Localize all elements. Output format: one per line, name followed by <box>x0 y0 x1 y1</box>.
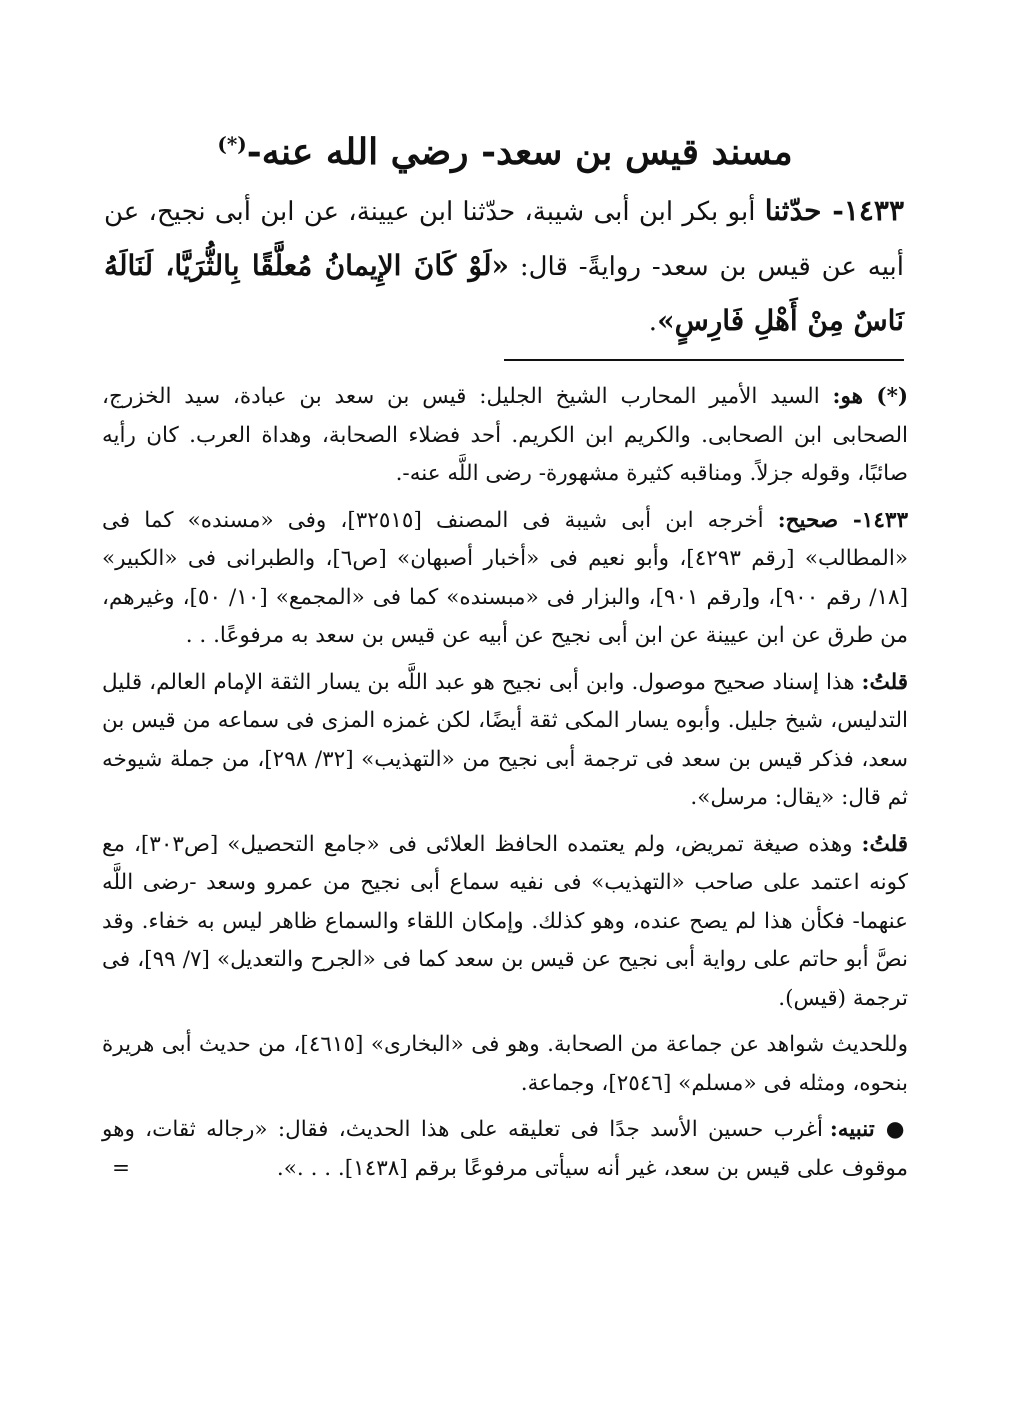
footnote-tanbih-text: أغرب حسين الأسد جدًا فى تعليقه على هذا الحديث، فقال: «رجاله ثقات، وهو موقوف على قيس بن سعد، غير أنه سيأتى مرفوعًا برقم [١٤٣٨]. . . .». <box>102 1117 908 1181</box>
footnote-qultu-1-text: هذا إسناد صحيح موصول. وابن أبى نجيح هو عبد اللَّه بن يسار الثقة الإمام العالم، قليل التدليس، شيخ جليل. وأبوه يسار المكى ثقة أيضًا، لكن غمزه المزى فى سماعه من قيس بن سعد، فذكر قيس بن سعد فى ترجمة أبى نجيح من «التهذيب» [٣٢/ ٢٩٨]، من جملة شيوخه ثم قال: «يقال: مرسل». <box>102 669 908 810</box>
footnote-qultu-1-lead: قلتُ: <box>861 669 908 695</box>
title-footnote-marker: (*) <box>217 132 247 156</box>
hadith-number: ١٤٣٣- حدّثنا <box>764 194 904 227</box>
footnote-tanbih <box>102 1111 908 1188</box>
footnote-tanbih-lead: ● تنبيه: <box>829 1117 909 1142</box>
continuation-mark: = <box>112 1155 131 1181</box>
footnote-qultu-1 <box>102 664 908 818</box>
footnote-shawahid-text: وللحديث شواهد عن جماعة من الصحابة. وهو فى «البخارى» [٤٦١٥]، من حديث أبى هريرة بنحوه، ومثله فى «مسلم» [٢٥٤٦]، وجماعة. <box>102 1032 908 1096</box>
footnote-qultu-2-text: وهذه صيغة تمريض، ولم يعتمده الحافظ العلائى فى «جامع التحصيل» [ص٣٠٣]، مع كونه اعتمد على صاحب «التهذيب» فى نفيه سماع أبى نجيح من عمرو وسعد -رضى اللَّه عنهما- فكأن هذا لم يصح عنده، وهو كذلك. وإمكان اللقاء والسماع ظاهر ليس به خفاء. وقد نصَّ أبو حاتم على رواية أبى نجيح عن قيس بن سعد كما فى «الجرح والتعديل» [٧/ ٩٩]، فى ترجمة (قيس). <box>102 831 908 1011</box>
footnote-takhrij <box>102 502 908 656</box>
footnote-shawahid <box>102 1026 908 1103</box>
footnote-takhrij-lead: ١٤٣٣- صحيح: <box>777 507 908 533</box>
footnote-separator <box>504 359 904 361</box>
footnote-star-text: السيد الأمير المحارب الشيخ الجليل: قيس بن سعد بن عبادة، سيد الخزرج، الصحابى ابن الصحابى. والكريم ابن الكريم. أحد فضلاء الصحابة، وهداة العرب. كان رأيه صائبًا، وقوله جزلاً. ومناقبه كثيرة مشهورة- رضى اللَّه عنه-. <box>102 384 908 486</box>
hadith-end: . <box>648 307 658 337</box>
page-title <box>100 118 910 178</box>
footnote-qultu-2-lead: قلتُ: <box>861 831 908 857</box>
title-text: مسند قيس بن سعد- رضي الله عنه- <box>246 131 793 173</box>
footnote-star-lead: (*) هو: <box>832 384 908 409</box>
footnote-qultu-2 <box>102 826 908 1019</box>
hadith-isnad: أبو بكر ابن أبى شيبة، حدّثنا ابن عيينة، عن ابن أبى نجيح، عن أبيه عن قيس بن سعد- روايةً- قال: <box>104 197 904 282</box>
footnote-takhrij-text: أخرجه ابن أبى شيبة فى المصنف [٣٢٥١٥]، وفى «مسنده» كما فى «المطالب» [رقم ٤٢٩٣]، وأبو نعيم فى «أخبار أصبهان» [ص٦]، والطبرانى فى «الكبير» [١٨/ رقم ٩٠٠]، و[رقم ٩٠١]، والبزار فى «مبسنده» كما فى «المجمع» [١٠/ ٥٠]، وغيرهم، من طرق عن ابن عيينة عن ابن أبى نجيح عن أبيه عن قيس بن سعد به مرفوعًا. . . <box>102 507 908 648</box>
hadith-matn: «لَوْ كَانَ الإِيمانُ مُعلَّقًا بِالثُّرَيَّا، لَنَالَهُ نَاسٌ مِنْ أَهْلِ فَارِسٍ» <box>104 249 904 337</box>
footnotes <box>102 378 908 1196</box>
hadith-text <box>104 184 904 349</box>
footnote-star <box>102 378 908 494</box>
